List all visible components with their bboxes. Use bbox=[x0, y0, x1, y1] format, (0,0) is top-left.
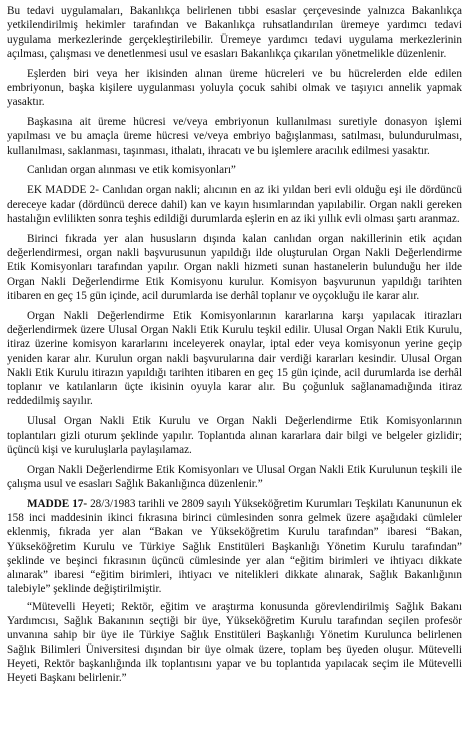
paragraph-national-ethics-board: Organ Nakli Değerlendirme Etik Komisyonlarının kararlarına karşı yapılacak itirazları değerlendirmek üzere Ulusal Organ Nakli Etik Kurulu teşkil edilir. Ulusal Organ Nakli Etik Kurulu, itiraz üzerine komisyon kararlarını inceleyerek onaylar, iptal eder veya komisyonun yerine geçip yeniden karar alır. Kurulun organ nakli başvurularına dair verdiği kararları kesindir. Ulusal Organ Nakli Etik Kurulu itirazın yapıldığı tarihten itibaren en geç 15 gün içinde, acil durumlarda ise derhâl toplanır ve katılanların üçte ikisinin oyuyla karar alır. Bu çoğunluk sağlanamadığında itiraz reddedilmiş sayılır. bbox=[7, 309, 462, 408]
paragraph-madde-17 bbox=[7, 497, 462, 597]
paragraph-confidential-meetings: Ulusal Organ Nakli Etik Kurulu ve Organ Nakli Değerlendirme Etik Komisyonlarının toplantıları gizli oturum şeklinde yapılır. Toplantıda alınan kararlara dair bilgi ve belgeler gizlidir; üçüncü kişi ve kuruluşlarla paylaşılamaz. bbox=[7, 415, 462, 456]
paragraph-ek-madde-2: EK MADDE 2- Canlıdan organ nakli; alıcının en az iki yıldan beri evli olduğu eşi ile dördüncü dereceye kadar (dördüncü derece dahil) kan ve kayın hısımlarından yapılabilir. Organ nakli gereken hastalığın evlilikten sonra teşhis edildiği durumlarda eşlerin en az iki yıllık evli olması şartı aranmaz. bbox=[7, 184, 462, 225]
paragraph-donation-ban: Başkasına ait üreme hücresi ve/veya embriyonun kullanılması suretiyle donasyon işlemi yapılması ve bu amaçla üreme hücresi ve/veya embriyo bağışlanması, satılması, bulundurulması, kullanılması, saklanması, taşınması, ithalatı, ihracatı ve bu işlemlere aracılık edilmesi yasaktır. bbox=[7, 116, 462, 157]
paragraph-board-of-trustees: “Mütevelli Heyeti; Rektör, eğitim ve araştırma konusunda görevlendirilmiş Sağlık Bakanı Yardımcısı, Sağlık Bakanının seçtiği bir üye, Yükseköğretim Kurulu tarafından seçilen profesör unvanına sahip bir üye ile Türkiye Sağlık Enstitüleri Başkanlığı Yönetim Kurulunca belirlenen Sağlık Bilimleri Üniversitesi dışından bir üye olmak üzere, toplam beş üyeden oluşur. Mütevelli Heyeti, Rektör başkanlığında ilk toplantısını yapar ve bu toplantıda yapılacak seçim ile Mütevelli Heyeti Başkanı belirlenir.” bbox=[7, 600, 462, 685]
document-page bbox=[7, 4, 462, 691]
section-heading-organ-donation: Canlıdan organ alınması ve etik komisyonları” bbox=[27, 164, 236, 177]
article-body: 28/3/1983 tarihli ve 2809 sayılı Yükseköğretim Kurumları Teşkilatı Kanununun ek 158 inci maddesinin ikinci fıkrasına birinci cümlesinden sonra gelmek üzere aşağıdaki cümleler eklenmiş, fıkrada yer alan “Bakan ve Yükseköğretim Kurulu tarafından” ibaresi “Bakan, Yükseköğretim Kurulu ve Türkiye Sağlık Enstitüleri Başkanlığı Yönetim Kurulu tarafından” şeklinde ve beşinci fıkrasının üçüncü cümlesinde yer alan “eğitim birimleri ve ihtiyacı dikkate alınarak” ibaresi “eğitim birimleri, ihtiyacı ve nitelikleri dikkate alınarak, Sağlık Bakanlığının talebiyle” şeklinde değiştirilmiştir. bbox=[7, 497, 462, 596]
paragraph-ethics-commissions: Birinci fıkrada yer alan hususların dışında kalan canlıdan organ nakillerinin etik açıdan değerlendirmesi, organ nakli başvurusunun yapıldığı ilde oluşturulan Organ Nakli Değerlendirme Etik Komisyonları tarafından yapılır. Organ nakli hizmeti sunan hastanelerin bulunduğu her ilde Organ Nakli Değerlendirme Etik Komisyonu kurulur. Komisyon başvurunun yapıldığı tarihten itibaren en geç 15 gün içinde, acil durumlarda ise derhâl toplanır ve oyçokluğu ile karar alır. bbox=[7, 232, 462, 302]
paragraph-treatment-authorization: Bu tedavi uygulamaları, Bakanlıkça belirlenen tıbbi esaslar çerçevesinde yalnızca Bakanlıkça yetkilendirilmiş hekimler tarafından ve Bakanlıkça ruhsatlandırılan üremeye yardımcı tedavi uygulama merkezlerinde gerçekleştirilebilir. Üremeye yardımcı tedavi uygulama merkezlerinin açılması, çalışması ve denetlenmesi usul ve esasları Bakanlıkça çıkarılan yönetmelikle düzenlenir. bbox=[7, 5, 462, 60]
paragraph-regulation-authority: Organ Nakli Değerlendirme Etik Komisyonları ve Ulusal Organ Nakli Etik Kurulunun teşkili ile çalışma usul ve esasları Sağlık Bakanlığınca düzenlenir.” bbox=[7, 463, 462, 490]
paragraph-surrogacy-ban: Eşlerden biri veya her ikisinden alınan üreme hücreleri ve bu hücrelerden elde edilen embriyonun, başka kişilere uygulanması yoluyla çocuk sahibi olmak ve taşıyıcı annelik yapmak yasaktır. bbox=[7, 67, 462, 109]
article-number: MADDE 17- bbox=[27, 497, 88, 510]
